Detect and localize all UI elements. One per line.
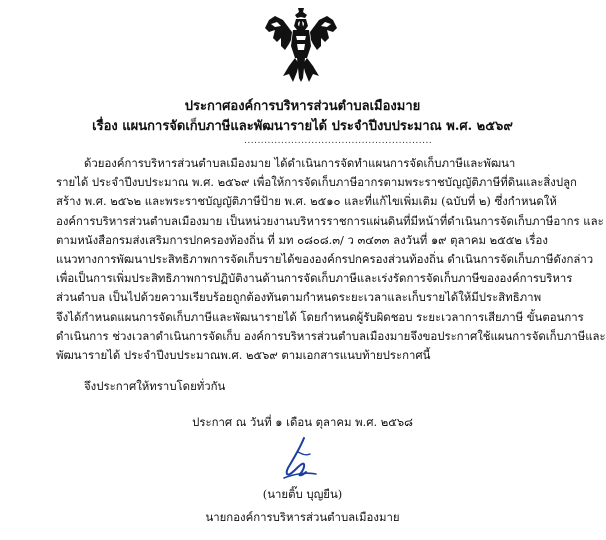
paragraph-line: ตามหนังสือกรมส่งเสริมการปกครองท้องถิ่น ที่ มท ๐๘๐๘.๓/ ว ๓๔๓๓ ลงวันที่ ๑๙ ตุลาคม ๒๕๕๒ เรื่อง bbox=[56, 232, 548, 247]
garuda-emblem-icon bbox=[263, 6, 339, 84]
paragraph-line: เพื่อเป็นการเพิ่มประสิทธิภาพการปฏิบัติงานด้านการจัดเก็บภาษีและเร่งรัดการจัดเก็บภาษีขององค์การบริหาร bbox=[56, 271, 573, 286]
paragraph-line: ส่วนตำบล เป็นไปด้วยความเรียบร้อยถูกต้องทันตามกำหนดระยะเวลาและเก็บรายได้ให้มีประสิทธิภาพ bbox=[56, 290, 542, 305]
body-paragraph bbox=[56, 154, 606, 365]
announcement-title: ประกาศองค์การบริหารส่วนตำบลเมืองมาย bbox=[184, 99, 421, 114]
signer-name: (นายติ๊บ บุญยืน) bbox=[262, 487, 343, 501]
paragraph-line: สร้าง พ.ศ. ๒๕๖๒ และพระราชบัญญัติภาษีป้าย พ.ศ. ๒๕๑๐ และที่แก้ไขเพิ่มเติม (ฉบับที่ ๒) ซึ่งกำหนดให้ bbox=[56, 194, 557, 209]
separator-dots: ........................................................ bbox=[244, 136, 433, 146]
paragraph-line: จึงได้กำหนดแผนการจัดเก็บภาษีและพัฒนารายได้ โดยกำหนดผู้รับผิดชอบ ระยะเวลาการเสียภาษี ขั้นตอนการ bbox=[56, 309, 584, 324]
paragraph-line: ด้วยองค์การบริหารส่วนตำบลเมืองมาย ได้ดำเนินการจัดทำแผนการจัดเก็บภาษีและพัฒนา bbox=[84, 156, 516, 170]
announcement-subject: เรื่อง แผนการจัดเก็บภาษีและพัฒนารายได้ ประจำปีงบประมาณ พ.ศ. ๒๕๖๙ bbox=[92, 119, 513, 134]
paragraph-line: ดำเนินการ ช่วงเวลาดำเนินการจัดเก็บ องค์การบริหารส่วนตำบลเมืองมายจึงขอประกาศใช้แผนการจัดเก็บภาษีและ bbox=[56, 328, 606, 343]
handwritten-signature-icon bbox=[280, 434, 320, 484]
signer-position: นายกองค์การบริหารส่วนตำบลเมืองมาย bbox=[205, 510, 400, 524]
announce-date: ประกาศ ณ วันที่ ๑ เดือน ตุลาคม พ.ศ. ๒๕๖๘ bbox=[192, 415, 413, 429]
paragraph-line: รายได้ ประจำปีงบประมาณ พ.ศ. ๒๕๖๙ เพื่อให้การจัดเก็บภาษีอากรตามพระราชบัญญัติภาษีที่ดินและสิ่งปลูก bbox=[56, 175, 577, 190]
paragraph-line: องค์การบริหารส่วนตำบลเมืองมาย เป็นหน่วยงานบริหารราชการแผ่นดินที่มีหน้าที่ดำเนินการจัดเก็บภาษีอากร และ bbox=[56, 213, 604, 228]
closing-paragraph bbox=[56, 377, 546, 396]
closing-line: จึงประกาศให้ทราบโดยทั่วกัน bbox=[84, 379, 226, 393]
paragraph-line: พัฒนารายได้ ประจำปีงบประมาณพ.ศ. ๒๕๖๙ ตามเอกสารแนบท้ายประกาศนี้ bbox=[56, 347, 431, 362]
paragraph-line: แนวทางการพัฒนาประสิทธิภาพการจัดเก็บรายได้ขององค์กรปกครองส่วนท้องถิ่น ดำเนินการจัดเก็บภาษีดังกล่าว bbox=[56, 251, 594, 266]
